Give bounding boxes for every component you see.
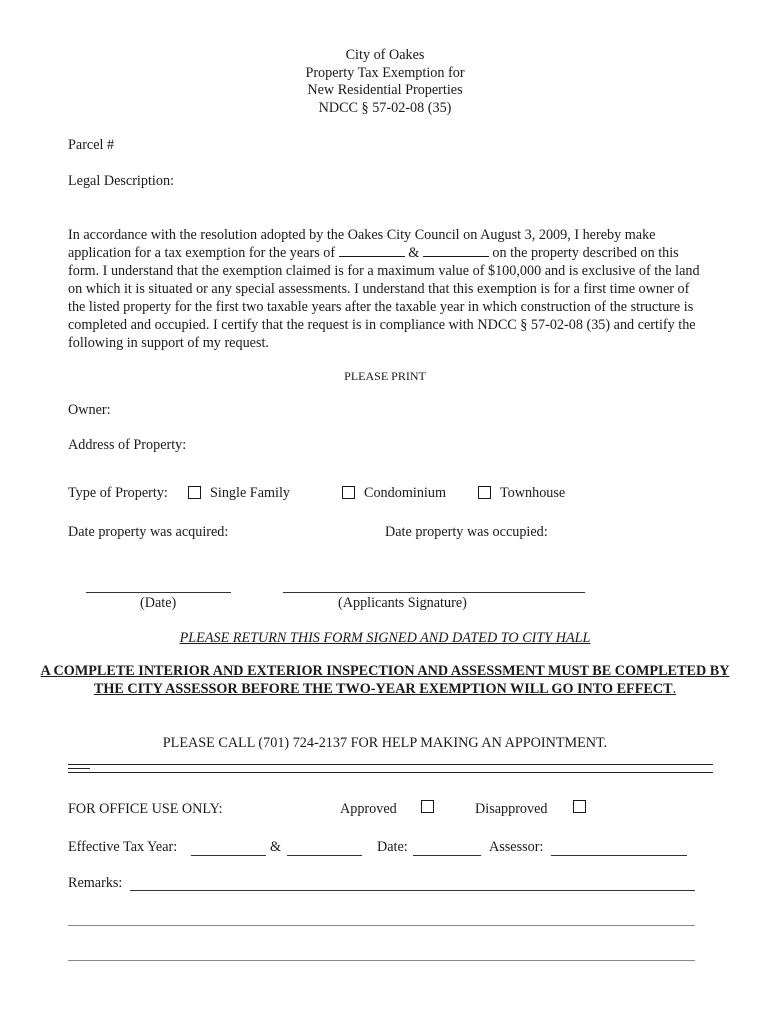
disapproved-label: Disapproved bbox=[475, 801, 548, 817]
date-acquired-label: Date property was acquired: bbox=[68, 524, 229, 540]
inspection-notice bbox=[40, 662, 730, 698]
form-title-line2: New Residential Properties bbox=[307, 82, 463, 98]
application-statement bbox=[68, 226, 708, 352]
date-signature-line[interactable] bbox=[86, 592, 231, 593]
divider-top bbox=[68, 764, 713, 765]
tax-year2-field[interactable] bbox=[287, 855, 362, 856]
date-occupied-label: Date property was occupied: bbox=[385, 524, 548, 540]
owner-label: Owner: bbox=[68, 402, 111, 418]
office-date-field[interactable] bbox=[413, 855, 481, 856]
office-use-label: FOR OFFICE USE ONLY: bbox=[68, 801, 223, 817]
form-header bbox=[0, 47, 770, 117]
effective-tax-year-label: Effective Tax Year: bbox=[68, 839, 178, 855]
statute-reference: NDCC § 57-02-08 (35) bbox=[318, 99, 452, 116]
inspection-notice-text: A COMPLETE INTERIOR AND EXTERIOR INSPECTION AND ASSESSMENT MUST BE COMPLETED BY THE CITY ASSESSOR BEFORE THE TWO-YEAR EXEMPTION WILL GO INTO EFFECT bbox=[40, 663, 730, 697]
return-notice: PLEASE RETURN THIS FORM SIGNED AND DATED TO CITY HALL bbox=[179, 630, 591, 646]
townhouse-label: Townhouse bbox=[500, 485, 566, 501]
please-print-label: PLEASE PRINT bbox=[344, 369, 426, 383]
type-of-property-label: Type of Property: bbox=[68, 485, 168, 501]
city-name: City of Oakes bbox=[345, 47, 425, 63]
single-family-label: Single Family bbox=[210, 485, 291, 501]
tax-year-amp: & bbox=[270, 839, 282, 855]
remarks-line-1[interactable] bbox=[130, 890, 695, 891]
inspection-notice-period: . bbox=[672, 681, 677, 697]
statement-part2: on the property described on this form. I understand that the exemption claimed is for a maximum value of $100,000 and is exclusive of the land on which it is situated or any special assessments. I understand that this exemption is for a first time owner of the listed property for the first two taxable years after the taxable year in which construction of the structure is completed and occupied. I certify that the request is in compliance with NDCC § 57-02-08 (35) and certify the following in support of my request. bbox=[68, 245, 700, 351]
tax-year1-field[interactable] bbox=[191, 855, 266, 856]
legal-description-label: Legal Description: bbox=[68, 173, 174, 189]
year1-field[interactable] bbox=[339, 244, 405, 257]
remarks-label: Remarks: bbox=[68, 875, 123, 891]
condominium-label: Condominium bbox=[364, 485, 446, 501]
approved-label: Approved bbox=[340, 801, 397, 817]
signature-caption: (Applicants Signature) bbox=[338, 595, 467, 611]
statement-part1: In accordance with the resolution adopted by the Oakes City Council on August 3, 2009, I hereby make application for a tax exemption for the years of bbox=[68, 227, 656, 261]
address-label: Address of Property: bbox=[68, 437, 187, 453]
divider-mark bbox=[68, 768, 90, 769]
condominium-checkbox[interactable] bbox=[342, 486, 355, 499]
townhouse-checkbox[interactable] bbox=[478, 486, 491, 499]
divider-bottom bbox=[68, 772, 713, 773]
year2-field[interactable] bbox=[423, 244, 489, 257]
assessor-label: Assessor: bbox=[489, 839, 544, 855]
disapproved-checkbox[interactable] bbox=[573, 800, 586, 813]
parcel-label: Parcel # bbox=[68, 137, 115, 153]
date-caption: (Date) bbox=[140, 595, 177, 611]
remarks-line-2[interactable] bbox=[68, 925, 695, 926]
office-date-label: Date: bbox=[377, 839, 408, 855]
approved-checkbox[interactable] bbox=[421, 800, 434, 813]
assessor-field[interactable] bbox=[551, 855, 687, 856]
call-notice: PLEASE CALL (701) 724-2137 FOR HELP MAKING AN APPOINTMENT. bbox=[162, 735, 608, 751]
remarks-line-3[interactable] bbox=[68, 960, 695, 961]
applicant-signature-line[interactable] bbox=[283, 592, 585, 593]
form-title-line1: Property Tax Exemption for bbox=[305, 64, 465, 81]
statement-amp: & bbox=[404, 245, 423, 261]
single-family-checkbox[interactable] bbox=[188, 486, 201, 499]
